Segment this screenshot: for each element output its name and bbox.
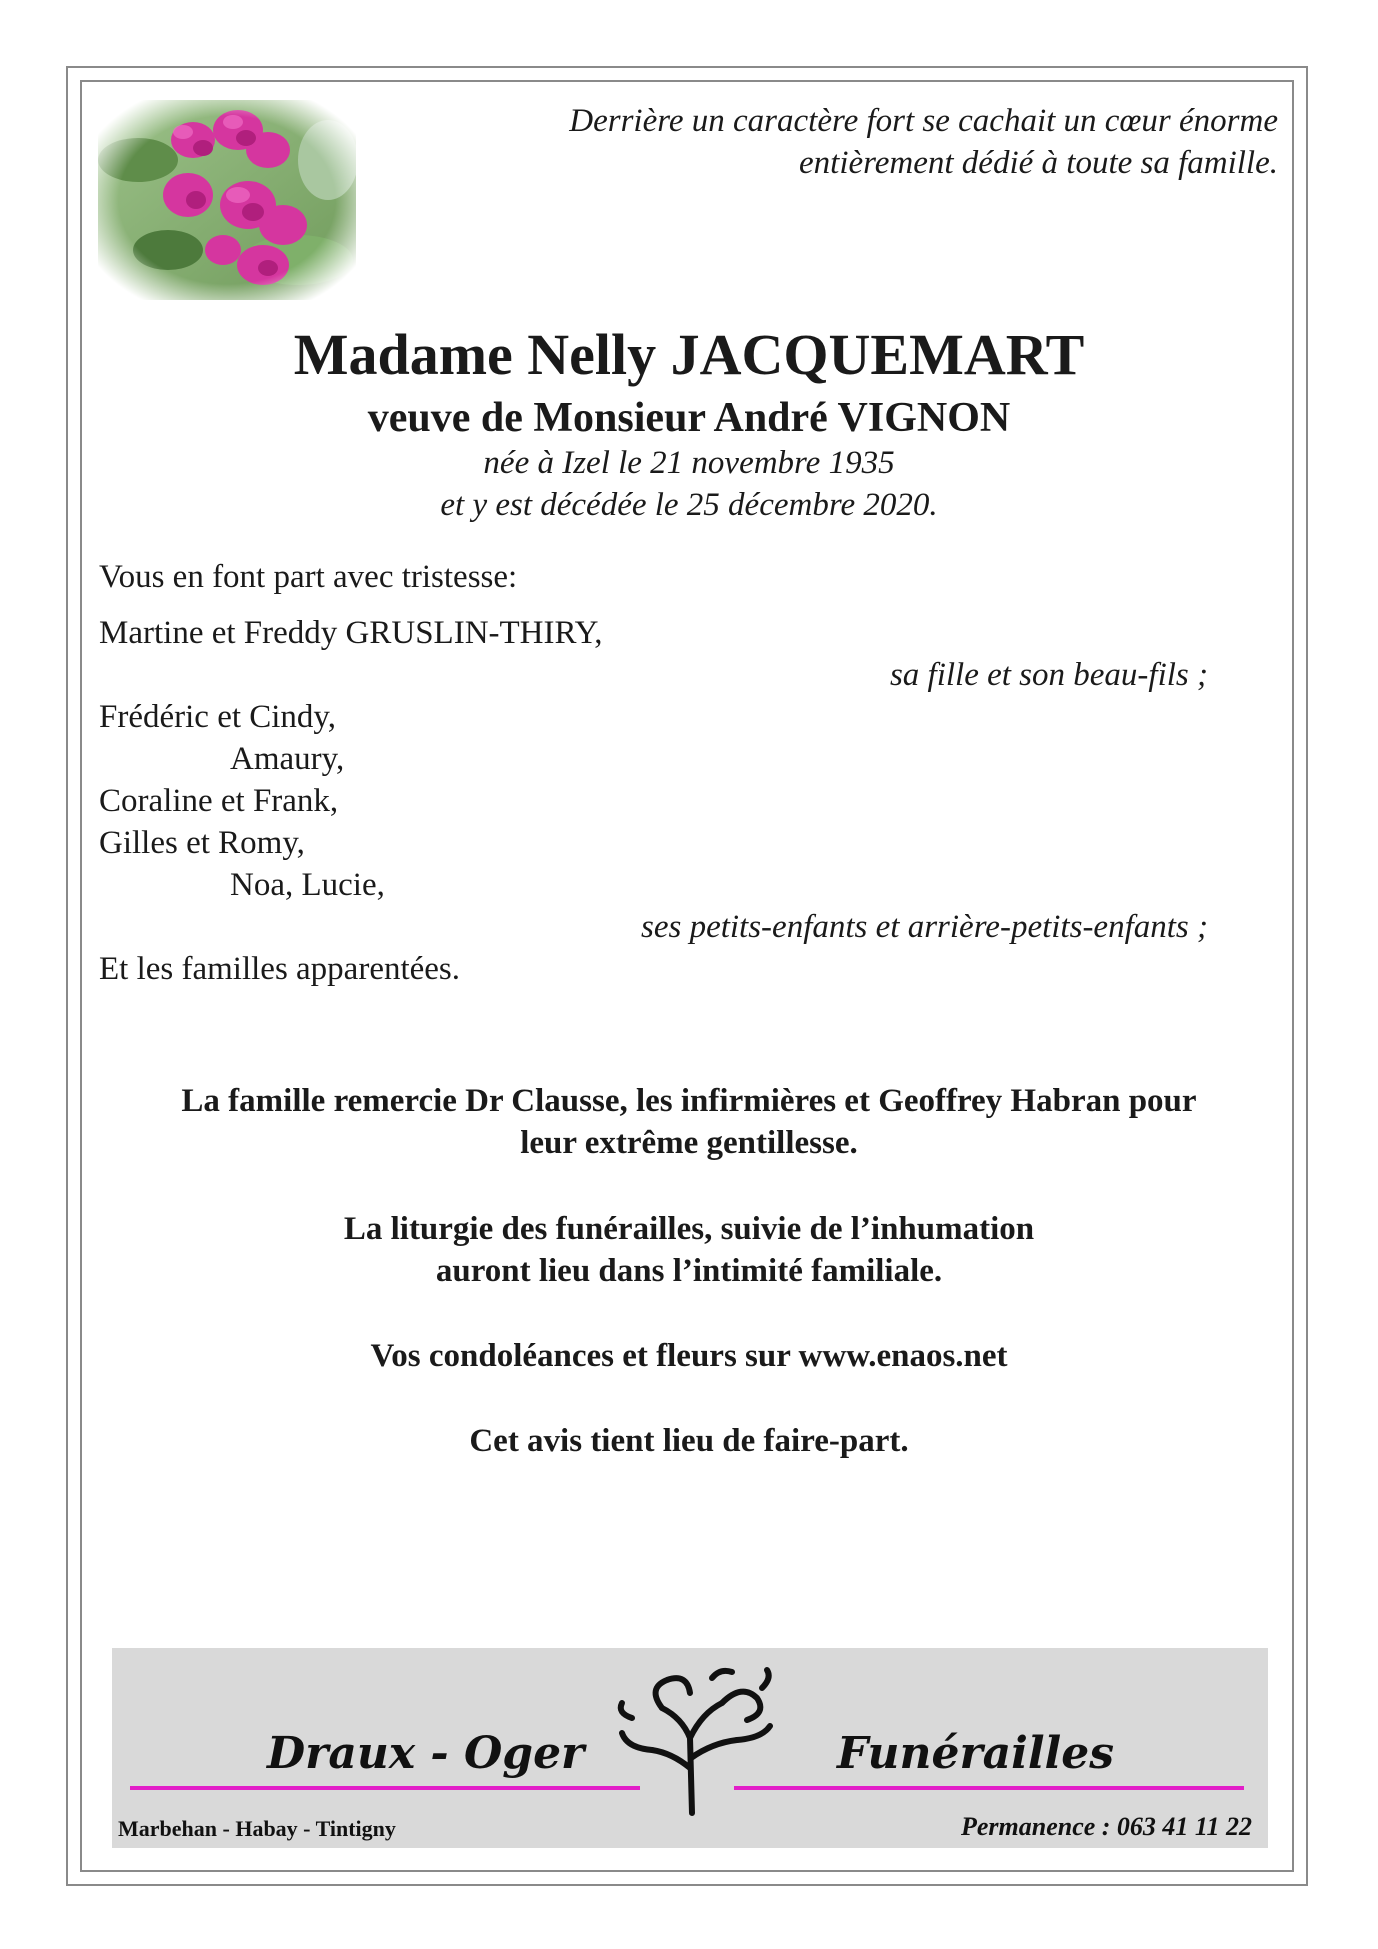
intro-line: Vous en font part avec tristesse: — [99, 559, 518, 595]
sweet-pea-flower-photo — [98, 100, 356, 300]
funeral-home-banner — [112, 1648, 1268, 1848]
death-line: et y est décédée le 25 décembre 2020. — [440, 487, 938, 523]
grandchild-line-2: Coraline et Frank, — [99, 783, 339, 819]
life-dates — [0, 442, 1378, 526]
widow-of: veuve de Monsieur André VIGNON — [367, 395, 1011, 441]
greatgrandchild-line-1: Amaury, — [230, 741, 345, 777]
liturgy-notice — [100, 1208, 1278, 1292]
tree-logo-icon — [592, 1658, 792, 1818]
accent-line-right — [734, 1786, 1244, 1790]
grandchild-line-3: Gilles et Romy, — [99, 825, 305, 861]
accent-line-left — [130, 1786, 640, 1790]
liturgy-line-2: auront lieu dans l’intimité familiale. — [435, 1253, 943, 1289]
thanks-line-1: La famille remercie Dr Clausse, les infirmières et Geoffrey Habran pour — [181, 1083, 1197, 1119]
children-line: Martine et Freddy GRUSLIN-THIRY, — [99, 615, 603, 651]
families-line: Et les familles apparentées. — [99, 951, 461, 987]
greatgrandchild-line-2: Noa, Lucie, — [230, 867, 385, 903]
birth-line: née à Izel le 21 novembre 1935 — [483, 445, 895, 481]
deceased-name: Madame Nelly JACQUEMART — [293, 322, 1085, 387]
faire-part-notice: Cet avis tient lieu de faire-part. — [469, 1423, 909, 1459]
locations: Marbehan - Habay - Tintigny — [118, 1816, 396, 1841]
quote-line-1: Derrière un caractère fort se cachait un cœur énorme — [569, 103, 1278, 139]
epitaph-quote — [378, 100, 1278, 184]
quote-line-2: entièrement dédié à toute sa famille. — [799, 145, 1278, 181]
brand-left: Draux - Oger — [267, 1728, 585, 1779]
children-role: sa fille et son beau-fils ; — [889, 657, 1208, 693]
thanks-line-2: leur extrême gentillesse. — [520, 1125, 858, 1161]
grandchild-line-1: Frédéric et Cindy, — [99, 699, 337, 735]
brand-right: Funérailles — [837, 1728, 1115, 1779]
permanence-phone: Permanence : 063 41 11 22 — [960, 1812, 1252, 1841]
liturgy-line-1: La liturgie des funérailles, suivie de l’inhumation — [343, 1211, 1035, 1247]
condolences-notice: Vos condoléances et fleurs sur www.enaos.net — [370, 1338, 1008, 1374]
thanks-notice — [100, 1080, 1278, 1164]
grandchildren-role: ses petits-enfants et arrière-petits-enfants ; — [640, 909, 1208, 945]
